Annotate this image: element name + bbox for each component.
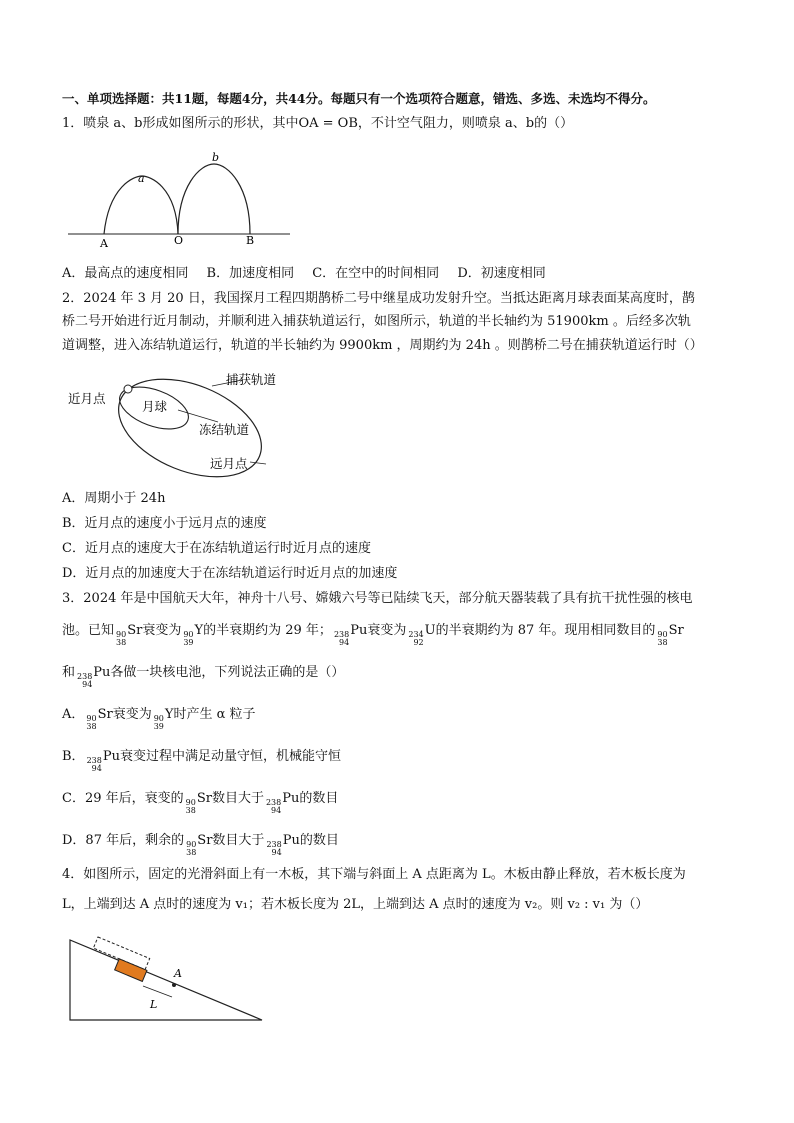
q3-option-a: A． 90 38 Sr衰变为 90 39 Y时产生 α 粒子 [62,707,256,731]
q4-line1: 4．如图所示，固定的光滑斜面上有一木板，其下端与斜面上 A 点距离为 L。木板由静止释放，若木板长度为 [62,867,686,882]
q1-stem: 1．喷泉 a、b形成如图所示的形状，其中OA = OB，不计空气阻力，则喷泉 a、b的（） [62,116,574,131]
label-b: b [212,151,220,164]
q1-option-b: B．加速度相同 [206,266,295,281]
q3-line3: 和 238 94 Pu各做一块核电池，下列说法正确的是（） [62,665,345,689]
q1-option-d: D．初速度相同 [457,266,546,281]
fountain-b-arc [178,164,250,234]
q2-option-a: A．周期小于 24h [62,491,166,506]
incline [70,940,262,1020]
q3-option-b: B． 238 94 Pu衰变过程中满足动量守恒，机械能守恒 [62,749,341,773]
q2-option-d: D．近月点的加速度大于在冻结轨道运行时近月点的加速度 [62,566,398,581]
q2-option-c: C．近月点的速度大于在冻结轨道运行时近月点的速度 [62,541,371,556]
q4-line2: L，上端到达 A 点时的速度为 v₁；若木板长度为 2L，上端到达 A 点时的速度为 v₂。则 v₂ : v₁ 为（） [62,897,649,912]
label-capture-orbit: 捕获轨道 [226,372,277,387]
q1-option-a: A．最高点的速度相同 [62,266,189,281]
nuclide-y-90: 90 39 Y [183,623,204,647]
q2-stem-line2: 桥二号开始进行近月制动，并顺利进入捕获轨道运行，如图所示，轨道的半长轴约为 51900km 。后经多次轨 [62,314,691,329]
label-O: O [174,234,184,247]
label-frozen-orbit: 冻结轨道 [199,422,250,437]
q2-option-b: B．近月点的速度小于远月点的速度 [62,516,267,531]
label-a: a [138,172,145,185]
q2-stem-line1: 2．2024 年 3 月 20 日，我国探月工程四期鹊桥二号中继星成功发射升空。当抵达距离月球表面某高度时，鹊 [62,291,695,306]
q3-option-c: C．29 年后，衰变的 90 38 Sr数目大于 238 94 Pu的数目 [62,791,339,815]
label-A: A [100,237,108,250]
nuclide-sr-90: 90 38 Sr [657,623,684,647]
label-A: A [174,967,182,980]
label-L: L [150,998,158,1011]
label-moon: 月球 [142,399,168,414]
section-heading: 一、单项选择题：共11题，每题4分，共44分。每题只有一个选项符合题意，错选、多选、未选均不得分。 [62,91,656,106]
point-A-marker [172,983,176,987]
nuclide-u-234: 234 92 U [408,623,436,647]
nuclide-sr-90: 90 38 Sr [116,623,143,647]
q3-line1: 3．2024 年是中国航天大年，神舟十八号、嫦娥六号等已陆续飞天，部分航天器装载了具有抗干扰性强的核电 [62,591,693,606]
q3-option-d: D．87 年后，剩余的 90 38 Sr数目大于 238 94 Pu的数目 [62,833,339,857]
nuclide-pu-238: 238 94 Pu [77,665,111,689]
label-B: B [246,234,255,247]
nuclide-pu-238: 238 94 Pu [333,623,368,647]
label-apolune: 远月点 [210,456,248,471]
q2-orbit-figure [62,366,302,484]
label-perilune: 近月点 [68,391,106,406]
q2-stem-line3: 道调整，进入冻结轨道运行，轨道的半长轴约为 9900km ，周期约为 24h 。则鹊桥二号在捕获轨道运行时（） [62,338,703,353]
q3-line2: 池。已知 90 38 Sr衰变为 90 39 Y的半衰期约为 29 年； 238 94 Pu衰变为 234 92 U的半衰期约为 87 年。现用相同数目的 90 38 Sr [62,623,684,647]
perilune-marker [124,385,132,393]
q1-option-c: C．在空中的时间相同 [312,266,440,281]
q1-options [62,265,546,283]
q1-fountain-figure [64,146,296,250]
q4-incline-figure [66,934,270,1026]
